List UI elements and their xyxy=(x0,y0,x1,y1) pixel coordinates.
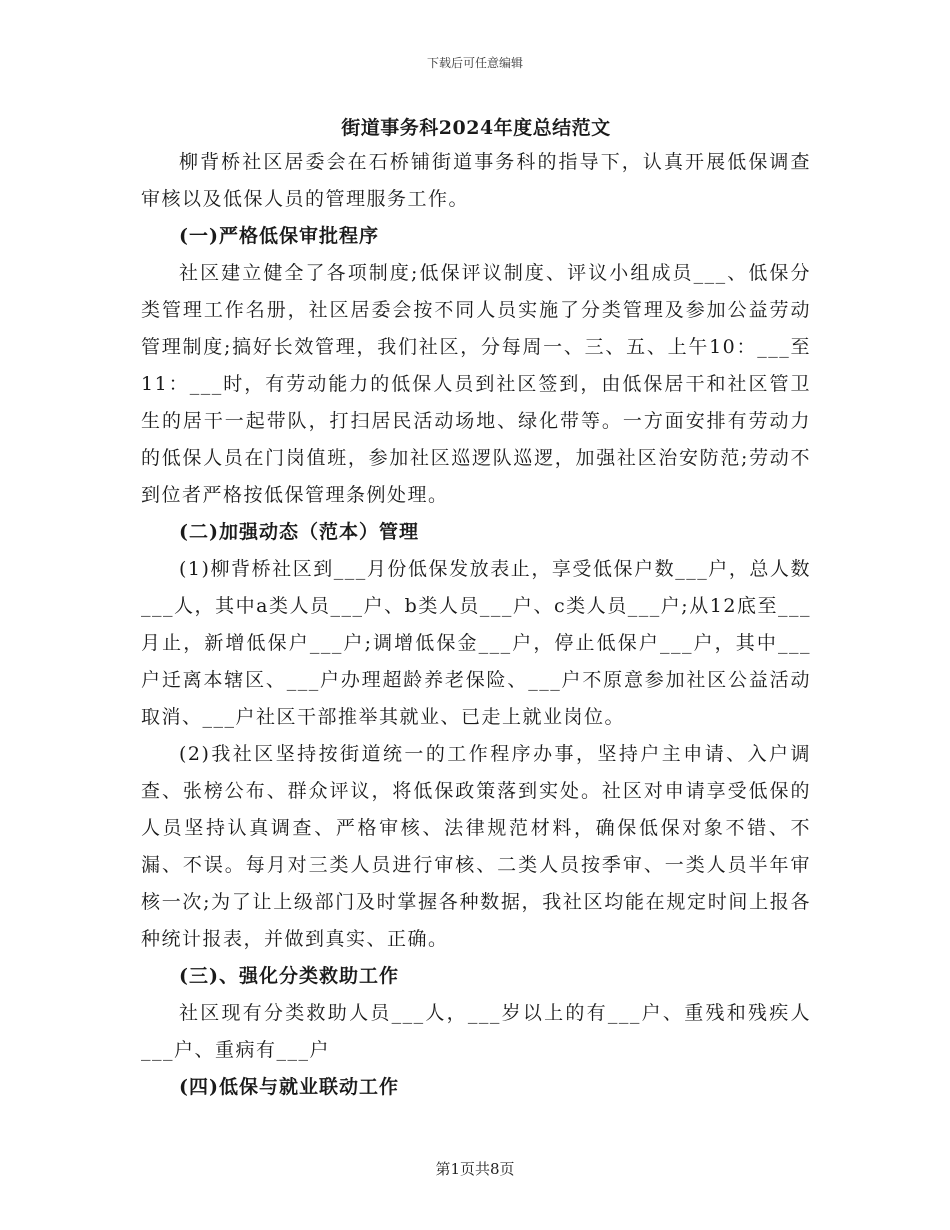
section-heading-4: (四)低保与就业联动工作 xyxy=(179,1076,399,1098)
section-1-paragraph: 社区建立健全了各项制度;低保评议制度、评议小组成员___、低保分类管理工作名册，社区居委会按不同人员实施了分类管理及参加公益劳动管理制度;搞好长效管理，我们社区，分每周一、三、五、上午10：___至11：___时，有劳动能力的低保人员到社区签到，由低保居干和社区管卫生的居干一起带队，打扫居民活动场地、绿化带等。一方面安排有劳动力的低保人员在门岗值班，参加社区巡逻队巡逻，加强社区治安防范;劳动不到位者严格按低保管理条例处理。 xyxy=(141,262,811,506)
section-heading-1: (一)严格低保审批程序 xyxy=(179,225,379,247)
section-3-paragraph: 社区现有分类救助人员___人，___岁以上的有___户、重残和残疾人___户、重病有___户 xyxy=(141,1002,811,1061)
section-2-paragraph-2: (2)我社区坚持按街道统一的工作程序办事，坚持户主申请、入户调查、张榜公布、群众评议，将低保政策落到实处。社区对申请享受低保的人员坚持认真调查、严格审核、法律规范材料，确保低保对象不错、不漏、不误。每月对三类人员进行审核、二类人员按季审、一类人员半年审核一次;为了让上级部门及时掌握各种数据，我社区均能在规定时间上报各种统计报表，并做到真实、正确。 xyxy=(141,743,811,950)
intro-paragraph: 柳背桥社区居委会在石桥铺街道事务科的指导下，认真开展低保调查审核以及低保人员的管理服务工作。 xyxy=(141,151,811,210)
document-title: 街道事务科2024年度总结范文 xyxy=(341,117,611,139)
page-header-note: 下载后可任意编辑 xyxy=(426,56,523,70)
page-number: 第1页共8页 xyxy=(435,1160,515,1178)
section-heading-2: (二)加强动态（范本）管理 xyxy=(179,521,419,543)
section-heading-3: (三)、强化分类救助工作 xyxy=(179,965,399,987)
document-body xyxy=(141,112,811,1106)
section-2-paragraph-1: (1)柳背桥社区到___月份低保发放表止，享受低保户数___户，总人数___人，其中a类人员___户、b类人员___户、c类人员___户;从12底至___月止，新增低保户___户;调增低保金___户，停止低保户___户，其中___户迁离本辖区、___户办理超龄养老保险、___户不原意参加社区公益活动取消、___户社区干部推举其就业、已走上就业岗位。 xyxy=(141,558,811,728)
